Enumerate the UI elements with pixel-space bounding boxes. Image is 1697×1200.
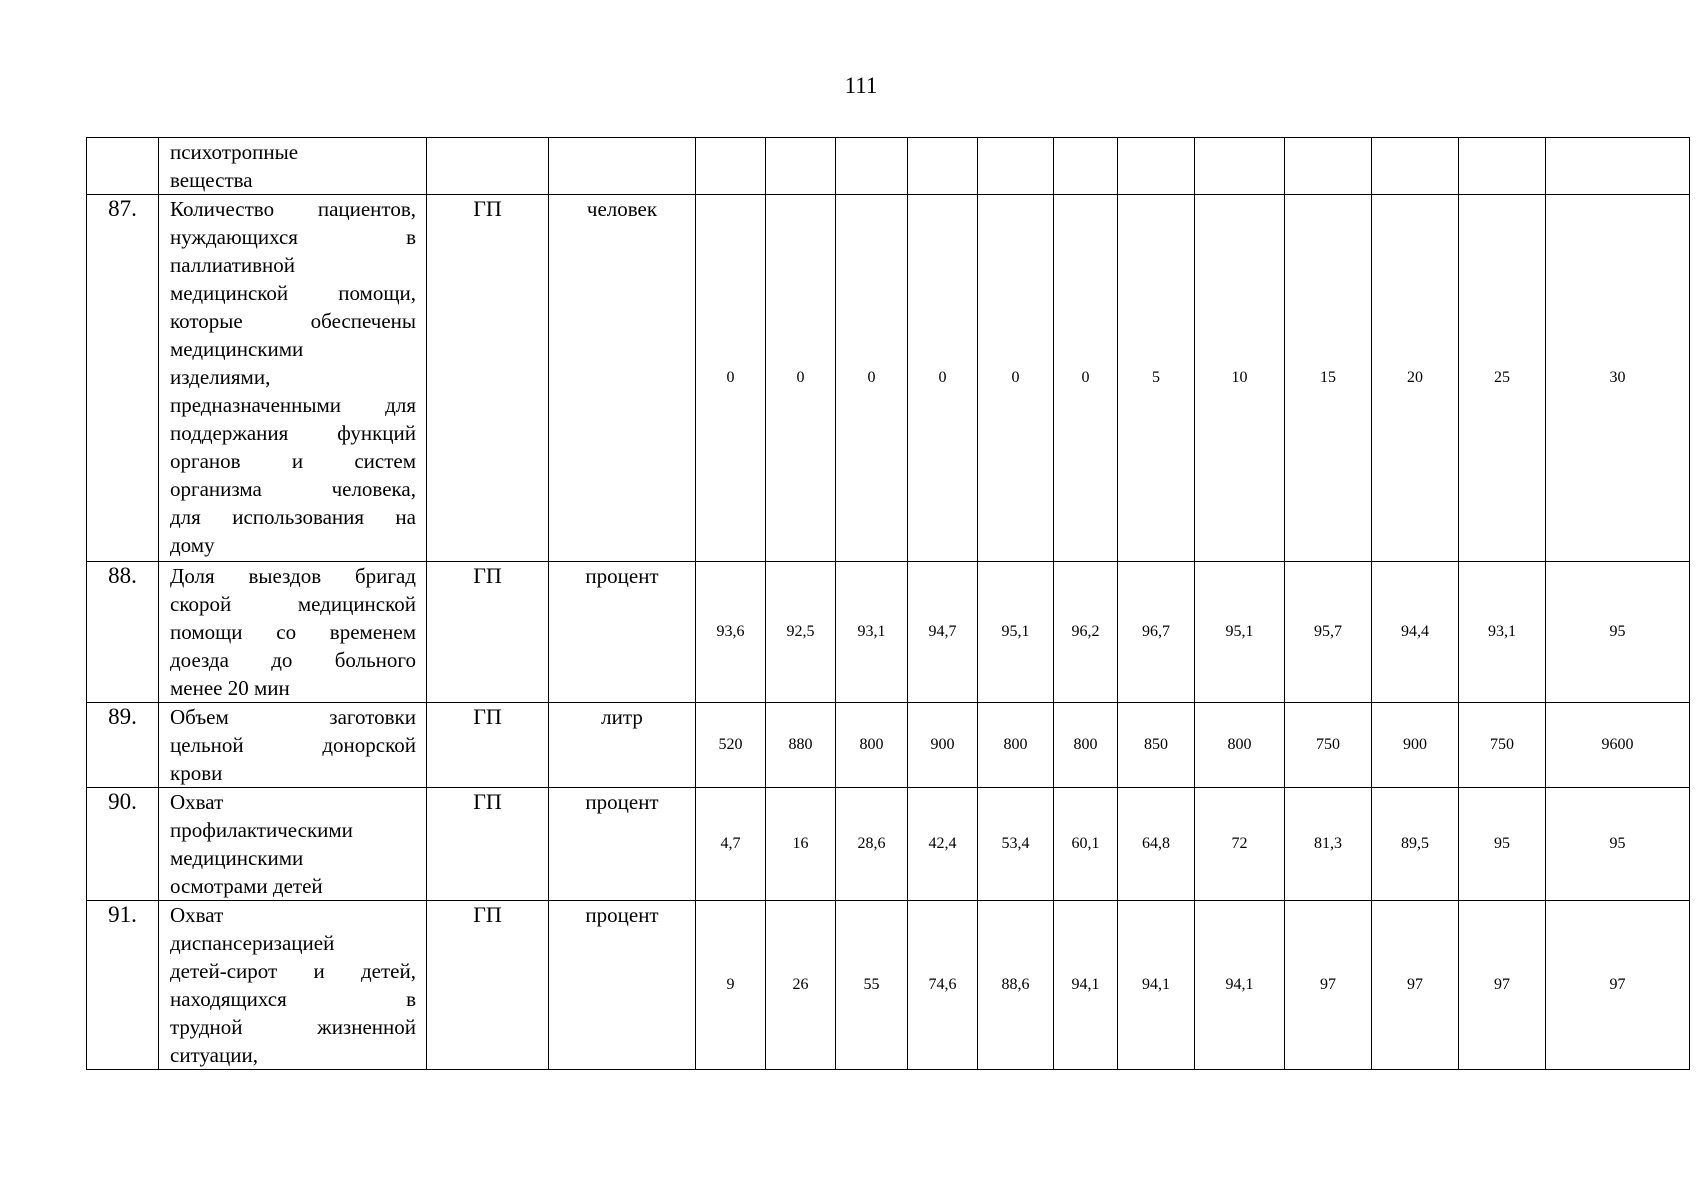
value-cell: 74,6 [908,901,978,1070]
value-cell: 72 [1195,788,1285,901]
value-cell [1285,138,1372,195]
unit-cell: литр [549,703,696,788]
value-cell: 96,7 [1118,562,1195,703]
value-cell: 520 [696,703,766,788]
value-cell [1459,138,1546,195]
value-cell: 60,1 [1054,788,1118,901]
unit-cell: процент [549,562,696,703]
page-number: 111 [844,73,878,98]
row-number: 88. [87,562,159,703]
indicator-name-line: медицинской помощи, [170,281,416,305]
indicator-name-line: организма человека, [170,477,416,501]
indicator-name-line: вещества [170,168,253,192]
source-cell: ГП [427,788,549,901]
indicators-table [86,137,1690,1070]
value-cell [1195,138,1285,195]
value-cell: 96,2 [1054,562,1118,703]
value-cell: 55 [836,901,908,1070]
value-cell: 95,1 [1195,562,1285,703]
table-row [87,703,1690,788]
value-cell: 89,5 [1372,788,1459,901]
value-cell: 800 [1054,703,1118,788]
source-cell: ГП [427,703,549,788]
value-cell: 0 [908,195,978,562]
value-cell [836,138,908,195]
value-cell: 95,1 [978,562,1054,703]
value-cell [908,138,978,195]
value-cell [1372,138,1459,195]
value-cell: 42,4 [908,788,978,901]
value-cell: 94,7 [908,562,978,703]
indicator-name-line: поддержания функций [170,421,416,445]
value-cell [978,138,1054,195]
source-cell: ГП [427,901,549,1070]
source-cell: ГП [427,195,549,562]
value-cell: 20 [1372,195,1459,562]
unit-cell: процент [549,901,696,1070]
indicator-name-line: предназначенными для [170,393,416,417]
indicator-name-line: Охват [170,790,224,814]
value-cell: 97 [1546,901,1690,1070]
row-number: 90. [87,788,159,901]
indicator-name-line: нуждающихся в [170,225,416,249]
value-cell: 15 [1285,195,1372,562]
indicator-name [159,901,427,1070]
indicator-name-line: изделиями, [170,365,271,389]
indicator-name-line: профилактическими [170,818,353,842]
indicator-name-line: трудной жизненной [170,1015,416,1039]
value-cell: 97 [1285,901,1372,1070]
value-cell: 95 [1546,562,1690,703]
value-cell: 30 [1546,195,1690,562]
value-cell [1546,138,1690,195]
value-cell: 0 [766,195,836,562]
value-cell [696,138,766,195]
value-cell [1054,138,1118,195]
value-cell: 95,7 [1285,562,1372,703]
row-number [87,138,159,195]
indicator-name-line: Охват [170,903,224,927]
table-row [87,195,1690,562]
value-cell: 97 [1372,901,1459,1070]
indicator-name-line: скорой медицинской [170,592,416,616]
indicator-name-line: органов и систем [170,449,416,473]
value-cell: 64,8 [1118,788,1195,901]
value-cell: 10 [1195,195,1285,562]
value-cell: 880 [766,703,836,788]
source-cell: ГП [427,562,549,703]
value-cell: 4,7 [696,788,766,901]
value-cell: 93,6 [696,562,766,703]
indicator-name-line: Количество пациентов, [170,197,416,221]
value-cell: 92,5 [766,562,836,703]
unit-cell: человек [549,195,696,562]
value-cell: 0 [978,195,1054,562]
indicator-name-line: менее 20 мин [170,676,290,700]
value-cell: 93,1 [836,562,908,703]
value-cell: 25 [1459,195,1546,562]
indicator-name-line: которые обеспечены [170,309,416,333]
unit-cell: процент [549,788,696,901]
value-cell: 94,4 [1372,562,1459,703]
indicator-name-line: цельной донорской [170,733,416,757]
value-cell: 900 [908,703,978,788]
value-cell: 95 [1459,788,1546,901]
indicator-name-line: медицинскими [170,337,304,361]
value-cell: 750 [1459,703,1546,788]
indicator-name [159,788,427,901]
value-cell [766,138,836,195]
value-cell: 94,1 [1054,901,1118,1070]
indicator-name-line: дому [170,533,215,557]
value-cell: 0 [836,195,908,562]
value-cell: 0 [1054,195,1118,562]
value-cell: 800 [978,703,1054,788]
indicator-name [159,138,427,195]
value-cell: 94,1 [1118,901,1195,1070]
value-cell: 9600 [1546,703,1690,788]
value-cell: 800 [1195,703,1285,788]
indicator-name-line: детей-сирот и детей, [170,959,416,983]
value-cell: 97 [1459,901,1546,1070]
value-cell [1118,138,1195,195]
value-cell: 93,1 [1459,562,1546,703]
indicator-name-line: Доля выездов бригад [170,564,416,588]
value-cell: 16 [766,788,836,901]
value-cell: 750 [1285,703,1372,788]
indicator-name-line: диспансеризацией [170,931,335,955]
row-number: 91. [87,901,159,1070]
indicator-name-line: для использования на [170,505,416,529]
source-cell [427,138,549,195]
indicator-name-line: осмотрами детей [170,874,323,898]
indicator-name-line: находящихся в [170,987,416,1011]
indicator-name [159,562,427,703]
value-cell: 81,3 [1285,788,1372,901]
indicator-name [159,703,427,788]
indicator-name-line: медицинскими [170,846,304,870]
value-cell: 26 [766,901,836,1070]
value-cell: 850 [1118,703,1195,788]
indicator-name-line: психотропные [170,140,299,164]
value-cell: 5 [1118,195,1195,562]
value-cell: 0 [696,195,766,562]
row-number: 87. [87,195,159,562]
table-row [87,788,1690,901]
value-cell: 900 [1372,703,1459,788]
indicator-name-line: паллиативной [170,253,296,277]
value-cell: 94,1 [1195,901,1285,1070]
table-row [87,901,1690,1070]
indicator-name-line: ситуации, [170,1043,258,1067]
value-cell: 800 [836,703,908,788]
value-cell: 88,6 [978,901,1054,1070]
indicator-name-line: доезда до больного [170,648,416,672]
indicator-name [159,195,427,562]
value-cell: 28,6 [836,788,908,901]
value-cell: 95 [1546,788,1690,901]
indicator-name-line: Объем заготовки [170,705,416,729]
indicator-name-line: крови [170,761,223,785]
value-cell: 9 [696,901,766,1070]
table-row [87,562,1690,703]
unit-cell [549,138,696,195]
indicator-name-line: помощи со временем [170,620,416,644]
value-cell: 53,4 [978,788,1054,901]
row-number: 89. [87,703,159,788]
table-row [87,138,1690,195]
